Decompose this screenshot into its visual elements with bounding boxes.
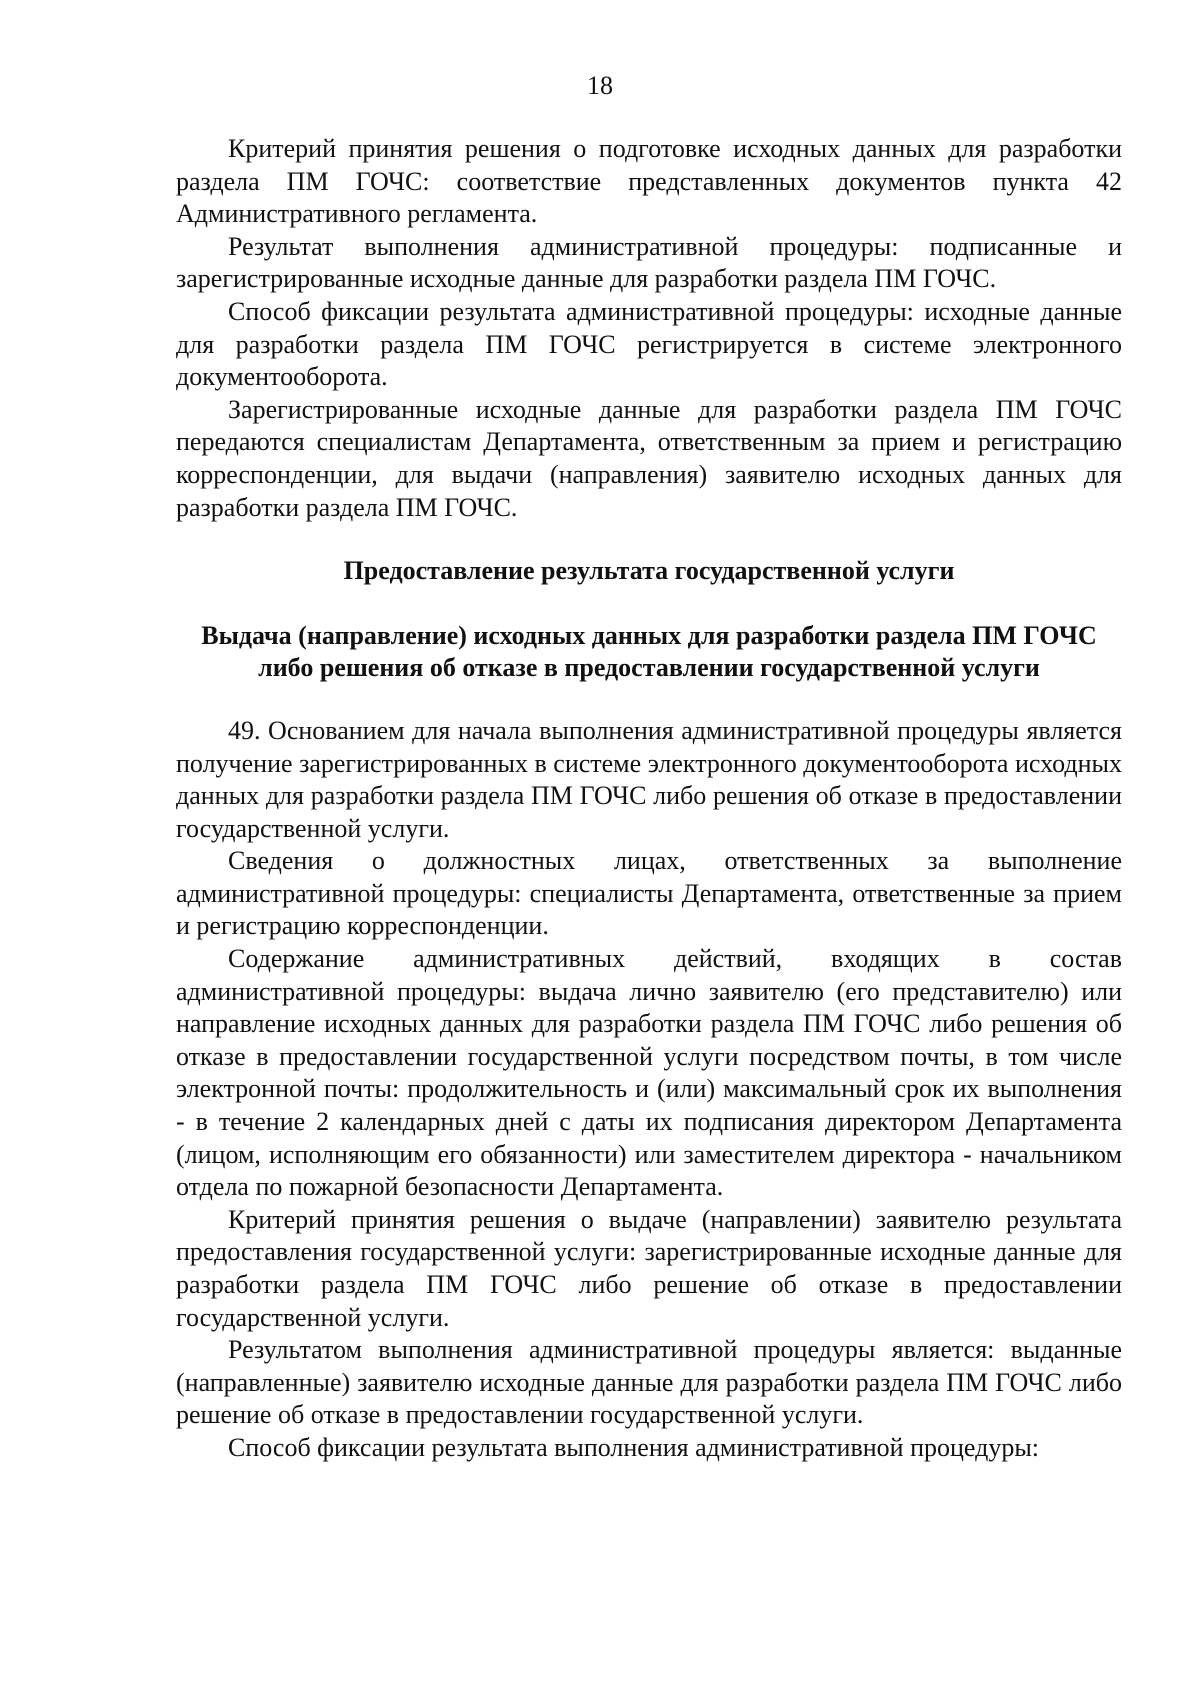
paragraph-49-grounds: 49. Основанием для начала выполнения административной процедуры является получение зарегистрированных в системе электронного документооборота исходных данных для разработки раздела ПМ ГОЧС либо решения об отказе в предоставлении государственной услуги. (176, 715, 1122, 843)
paragraph-decision-criterion: Критерий принятия решения о подготовке исходных данных для разработки раздела ПМ ГОЧС: соответствие представленных документов пункта 42 Административного регламента. (176, 134, 1122, 229)
paragraph-issuance-criterion: Критерий принятия решения о выдаче (направлении) заявителю результата предоставления государственной услуги: зарегистрированные исходные данные для разработки раздела ПМ ГОЧС либо решение об отказе в предоставлении государственной услуги. (176, 1204, 1122, 1332)
subsection-heading: Выдача (направление) исходных данных для разработки раздела ПМ ГОЧС либо решения об отказе в предоставлении государственной услуги (201, 620, 1097, 683)
paragraph-issuance-result: Результатом выполнения административной процедуры является: выданные (направленные) заявителю исходные данные для разработки раздела ПМ ГОЧС либо решение об отказе в предоставлении государственной услуги. (176, 1335, 1122, 1430)
document-body (176, 133, 1122, 1465)
page-number: 18 (587, 71, 613, 100)
section-heading: Предоставление результата государственной услуги (343, 556, 955, 586)
paragraph-fixation-method: Способ фиксации результата административной процедуры: исходные данные для разработки раздела ПМ ГОЧС регистрируется в системе электронного документооборота. (176, 296, 1122, 392)
paragraph-procedure-result: Результат выполнения административной процедуры: подписанные и зарегистрированные исходные данные для разработки раздела ПМ ГОЧС. (176, 231, 1122, 294)
paragraph-transfer-to-specialists: Зарегистрированные исходные данные для разработки раздела ПМ ГОЧС передаются специалистам Департамента, ответственным за прием и регистрацию корреспонденции, для выдачи (направления) заявителю исходных данных для разработки раздела ПМ ГОЧС. (176, 394, 1122, 522)
paragraph-actions-content: Содержание административных действий, входящих в состав административной процедуры: выдача лично заявителю (его представителю) или направление исходных данных для разработки раздела ПМ ГОЧС либо решения об отказе в предоставлении государственной услуги посредством почты, в том числе электронной почты: продолжительность и (или) максимальный срок их выполнения - в течение 2 календарных дней с даты их подписания директором Департамента (лицом, исполняющим его обязанности) или заместителем директора - начальником отдела по пожарной безопасности Департамента. (176, 944, 1122, 1202)
paragraph-responsible-officials: Сведения о должностных лицах, ответственных за выполнение административной процедуры: специалисты Департамента, ответственные за прием и регистрацию корреспонденции. (176, 846, 1122, 941)
paragraph-issuance-fixation: Способ фиксации результата выполнения административной процедуры: (228, 1432, 1040, 1462)
